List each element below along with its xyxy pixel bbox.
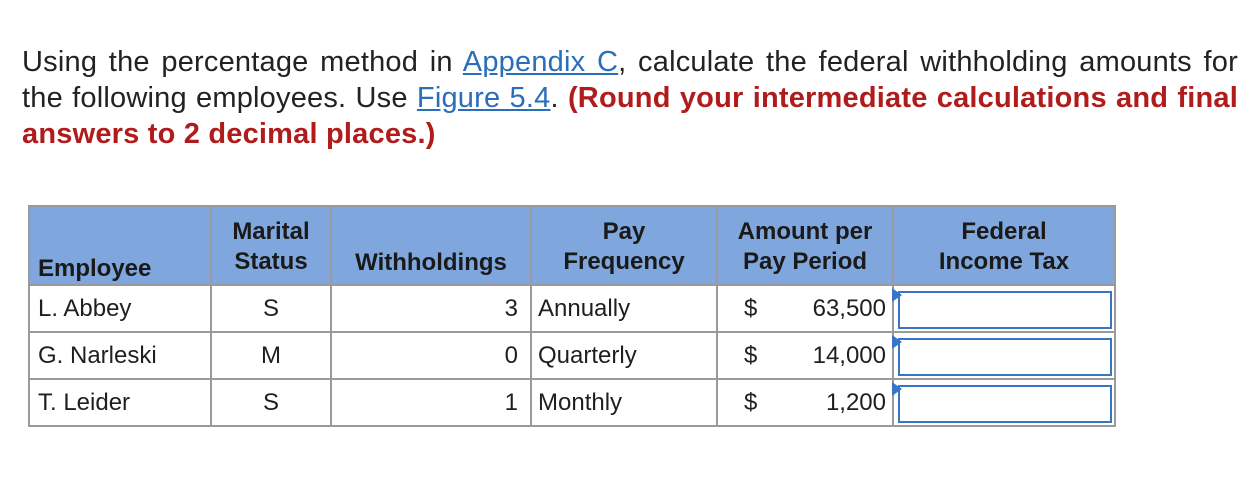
withholdings-count: 1 xyxy=(331,379,531,426)
employee-name: T. Leider xyxy=(29,379,211,426)
marital-status: S xyxy=(211,285,331,332)
table-row xyxy=(29,332,1115,379)
question-part-3: . xyxy=(550,82,568,114)
federal-tax-input-narleski[interactable] xyxy=(898,338,1112,376)
currency-symbol: $ xyxy=(744,342,758,369)
appendix-c-link[interactable]: Appendix C xyxy=(462,46,619,78)
answer-flag-icon xyxy=(892,335,902,349)
amount-per-period xyxy=(717,379,893,426)
employee-name: G. Narleski xyxy=(29,332,211,379)
withholdings-count: 0 xyxy=(331,332,531,379)
question-text xyxy=(22,44,1238,152)
pay-frequency: Monthly xyxy=(531,379,717,426)
header-marital-status: Marital Status xyxy=(211,206,331,285)
federal-tax-input-abbey[interactable] xyxy=(898,291,1112,329)
amount-per-period xyxy=(717,285,893,332)
currency-symbol: $ xyxy=(744,389,758,416)
employee-name: L. Abbey xyxy=(29,285,211,332)
answer-flag-icon xyxy=(892,288,902,302)
header-employee: Employee xyxy=(29,206,211,285)
rounding-instruction: (Round your intermediate calculations and final answers to 2 decimal places.) xyxy=(22,82,1238,150)
header-pay-frequency: Pay Frequency xyxy=(531,206,717,285)
federal-tax-cell xyxy=(893,332,1115,379)
pay-frequency: Quarterly xyxy=(531,332,717,379)
question-part-1: Using the percentage method in xyxy=(22,46,463,78)
marital-status: S xyxy=(211,379,331,426)
pay-frequency: Annually xyxy=(531,285,717,332)
amount-value: 14,000 xyxy=(812,342,886,369)
withholding-table xyxy=(28,205,1116,427)
amount-value: 63,500 xyxy=(812,295,886,322)
currency-symbol: $ xyxy=(744,295,758,322)
table-row xyxy=(29,285,1115,332)
header-amount-per-pay-period: Amount per Pay Period xyxy=(717,206,893,285)
header-withholdings: Withholdings xyxy=(331,206,531,285)
header-federal-income-tax: Federal Income Tax xyxy=(893,206,1115,285)
answer-flag-icon xyxy=(892,382,902,396)
marital-status: M xyxy=(211,332,331,379)
question-part-2: , calculate the federal withholding amounts for the following employees. Use xyxy=(22,46,1238,114)
header-row xyxy=(29,206,1115,285)
amount-per-period xyxy=(717,332,893,379)
withholdings-count: 3 xyxy=(331,285,531,332)
table-row xyxy=(29,379,1115,426)
federal-tax-input-leider[interactable] xyxy=(898,385,1112,423)
amount-value: 1,200 xyxy=(825,389,886,416)
figure-5-4-link[interactable]: Figure 5.4 xyxy=(416,82,551,114)
federal-tax-cell xyxy=(893,285,1115,332)
federal-tax-cell xyxy=(893,379,1115,426)
